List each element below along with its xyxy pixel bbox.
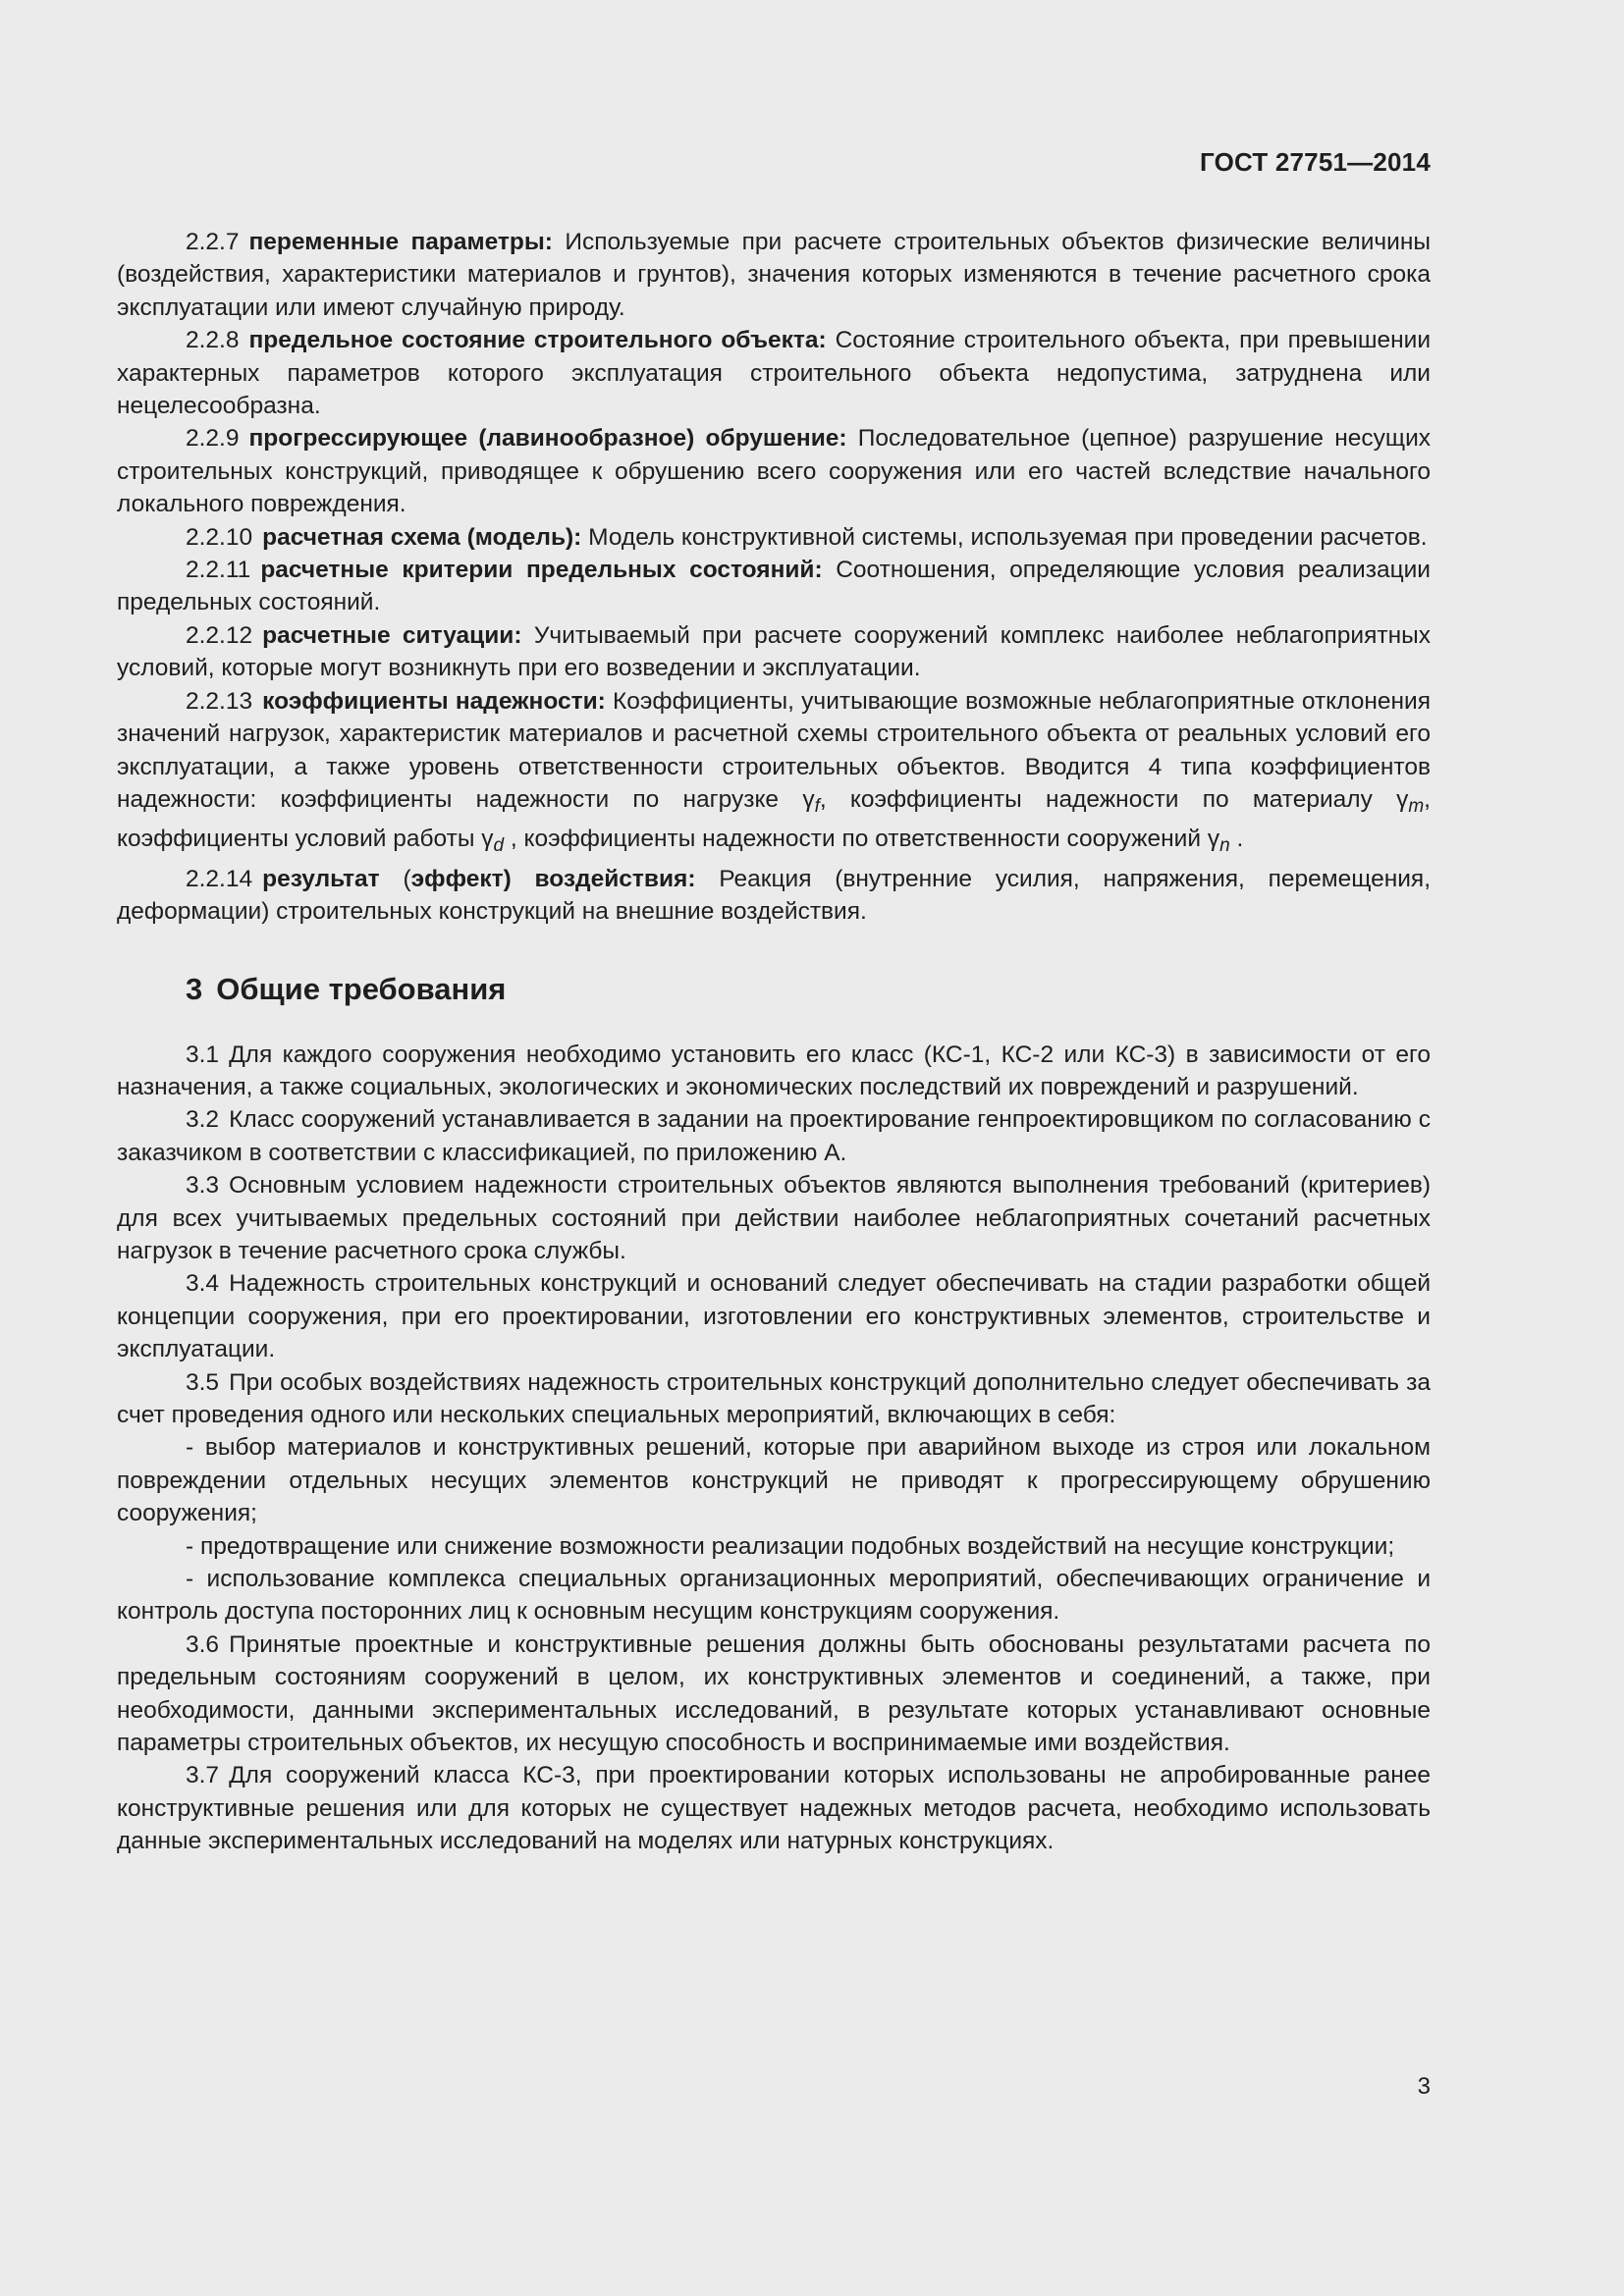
clause-text: Надежность строительных конструкций и оснований следует обеспечивать на стадии разработки общей концепции сооружения, при его проектировании, изготовлении его конструктивных элементов, строительстве и эксплуатации. — [117, 1270, 1431, 1363]
clause-number: 3.5 — [186, 1368, 220, 1396]
clause-number: 2.2.11 — [186, 557, 251, 584]
clause-text: Для сооружений класса КС-3, при проектировании которых использованы не апробированные ранее конструктивные решения или для которых не существует надежных методов расчета, необходимо использовать данные экспериментальных исследований на моделях или натурных конструкциях. — [117, 1762, 1431, 1855]
gamma-symbol: γ — [1396, 785, 1409, 813]
definition-2-2-14 — [117, 863, 1431, 929]
definition-text: . — [1229, 826, 1244, 853]
term: расчетная схема (модель): — [262, 523, 582, 551]
section-heading — [186, 970, 1431, 1009]
definition-text: , коэффициенты условий работы — [117, 785, 1431, 853]
clause-3-4 — [117, 1267, 1431, 1365]
term: расчетные критерии предельных состояний: — [260, 557, 823, 584]
term: эффект) воздействия: — [410, 865, 696, 892]
clause-number: 3.7 — [186, 1762, 220, 1789]
definition-text: Коэффициенты, учитывающие возможные неблагоприятные отклонения значений нагрузок, характеристик материалов и расчетной схемы строительного объекта от реальных условий его эксплуатации, а также уровень ответственности строительных объектов. Вводится 4 типа коэффициентов надежности: коэффициенты надежности по нагрузке — [117, 687, 1431, 813]
clause-number: 2.2.9 — [186, 425, 240, 453]
term: результат — [262, 865, 380, 892]
definition-2-2-8 — [117, 324, 1431, 422]
subscript-d: d — [493, 835, 505, 857]
definition-text: Модель конструктивной системы, используемая при проведении расчетов. — [581, 523, 1428, 551]
list-item: - использование комплекса специальных организационных мероприятий, обеспечивающих ограничение и контроль доступа посторонних лиц к основным несущим конструкциям сооружения. — [117, 1566, 1431, 1626]
list-item: - выбор материалов и конструктивных решений, которые при аварийном выходе из строя или локальном повреждении отдельных несущих элементов конструкций не приводят к прогрессирующему обрушению сооружения; — [117, 1434, 1431, 1527]
page-number: 3 — [1417, 2073, 1431, 2100]
term: коэффициенты надежности: — [262, 687, 606, 715]
paren: ( — [379, 865, 411, 892]
clause-number: 2.2.13 — [186, 687, 253, 715]
clause-3-3 — [117, 1169, 1431, 1267]
term: расчетные ситуации: — [262, 621, 522, 649]
clause-3-7 — [117, 1759, 1431, 1857]
definition-2-2-7 — [117, 226, 1431, 324]
definition-text: Соотношения, определяющие условия реализации предельных состояний. — [117, 557, 1431, 616]
definition-text: , коэффициенты надежности по ответственности сооружений — [504, 826, 1208, 853]
document-content — [117, 226, 1431, 1858]
list-item: - предотвращение или снижение возможности реализации подобных воздействий на несущие конструкции; — [186, 1532, 1395, 1560]
standard-code: ГОСТ 27751—2014 — [1200, 147, 1431, 177]
definition-2-2-11 — [117, 554, 1431, 619]
gamma-symbol: γ — [802, 785, 815, 813]
definition-text: Учитываемый при расчете сооружений комплекс наиболее неблагоприятных условий, которые могут возникнуть при его возведении и эксплуатации. — [117, 621, 1431, 682]
definition-text: Последовательное (цепное) разрушение несущих строительных конструкций, приводящее к обрушению всего сооружения или его частей вследствие начального локального повреждения. — [117, 425, 1432, 518]
clause-3-5 — [117, 1366, 1431, 1432]
clause-3-2 — [117, 1103, 1431, 1169]
clause-number: 2.2.7 — [186, 229, 240, 255]
subscript-m: m — [1408, 795, 1425, 817]
clause-number: 3.1 — [186, 1041, 220, 1068]
definition-text: Реакция (внутренние усилия, напряжения, перемещения, деформации) строительных конструкций на внешние воздействия. — [117, 865, 1432, 926]
clause-3-6 — [117, 1629, 1431, 1760]
clause-number: 3.2 — [186, 1106, 220, 1134]
clause-number: 2.2.8 — [186, 327, 240, 354]
clause-text: Класс сооружений устанавливается в задании на проектирование генпроектировщиком по согласованию с заказчиком в соответствии с классификацией, по приложению А. — [117, 1106, 1431, 1166]
gamma-symbol: γ — [481, 826, 494, 853]
definition-2-2-10 — [117, 521, 1431, 554]
document-page — [117, 0, 1431, 2296]
definition-text: , коэффициенты надежности по материалу — [819, 785, 1397, 813]
clause-number: 2.2.12 — [186, 621, 253, 649]
term: предельное состояние строительного объекта: — [248, 327, 827, 354]
definition-2-2-12 — [117, 619, 1431, 685]
clause-text: Основным условием надежности строительных объектов являются выполнения требований (критериев) для всех учитываемых предельных состояний при действии наиболее неблагоприятных сочетаний расчетных нагрузок в течение расчетного срока службы. — [117, 1172, 1431, 1264]
term: переменные параметры: — [248, 229, 553, 255]
clause-number: 3.6 — [186, 1630, 220, 1658]
definition-2-2-9 — [117, 422, 1431, 520]
subscript-f: f — [814, 795, 820, 817]
definition-2-2-13 — [117, 685, 1431, 863]
clause-number: 2.2.10 — [186, 523, 253, 551]
clause-3-1 — [117, 1039, 1431, 1104]
gamma-symbol: γ — [1207, 826, 1220, 853]
definition-text: Используемые при расчете строительных объектов физические величины (воздействия, характеристики материалов и грунтов), значения которых изменяются в течение расчетного срока эксплуатации или имеют случайную природу. — [117, 229, 1431, 321]
clause-text: При особых воздействиях надежность строительных конструкций дополнительно следует обеспечивать за счет проведения одного или нескольких специальных мероприятий, включающих в себя: — [117, 1368, 1431, 1428]
subscript-n: n — [1219, 835, 1230, 857]
clause-text: Для каждого сооружения необходимо установить его класс (КС-1, КС-2 или КС-3) в зависимости от его назначения, а также социальных, экологических и экономических последствий их повреждений и разрушений. — [117, 1041, 1431, 1100]
definition-text: Состояние строительного объекта, при превышении характерных параметров которого эксплуатация строительного объекта недопустима, затруднена или нецелесообразна. — [117, 327, 1432, 420]
clause-text: Принятые проектные и конструктивные решения должны быть обоснованы результатами расчета по предельным состояниям сооружений в целом, их конструктивных элементов и соединений, а также, при необходимости, данными экспериментальных исследований, в результате которых устанавливают основные параметры строительных объектов, их несущую способность и воспринимаемые ими воздействия. — [117, 1630, 1431, 1757]
section-number: 3 — [186, 971, 203, 1006]
term: прогрессирующее (лавинообразное) обрушение: — [248, 425, 847, 453]
section-title: Общие требования — [216, 971, 507, 1006]
clause-number: 2.2.14 — [186, 865, 253, 892]
clause-number: 3.3 — [186, 1172, 220, 1200]
clause-number: 3.4 — [186, 1270, 220, 1298]
